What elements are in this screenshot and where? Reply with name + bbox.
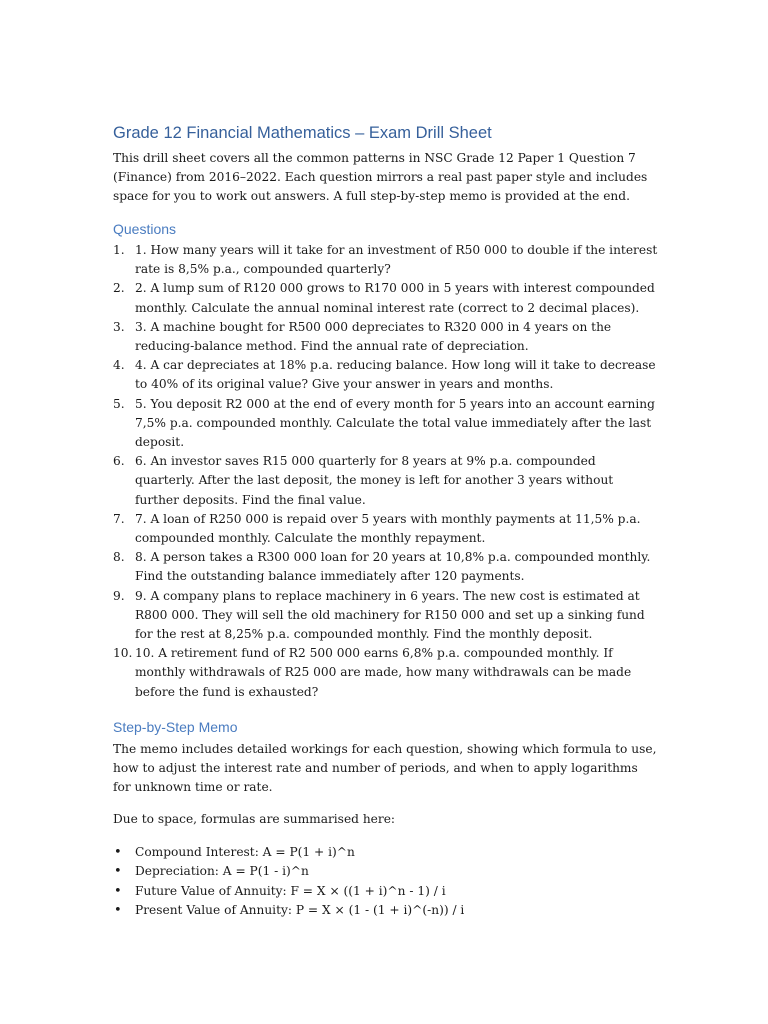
question-text: 8. A person takes a R300 000 loan for 20 years at 10,8% p.a. compounded monthly. Find the outstanding balance immediately after 120 payments. <box>135 550 651 584</box>
question-number: 1. <box>113 243 125 257</box>
bullet-icon: • <box>114 844 122 860</box>
question-text: 9. A company plans to replace machinery in 6 years. The new cost is estimated at R800 000. They will sell the old machinery for R150 000 and set up a sinking fund for the rest at 8,25% p.a. compounded monthly. Find the monthly deposit. <box>135 588 645 642</box>
question-item <box>113 279 658 317</box>
question-number: 6. <box>113 454 125 469</box>
question-item <box>113 452 658 510</box>
formula-text: Compound Interest: A = P(1 + i)^n <box>135 844 355 859</box>
formula-item <box>113 901 658 920</box>
question-number: 3. <box>113 319 125 334</box>
intro-paragraph: This drill sheet covers all the common patterns in NSC Grade 12 Paper 1 Question 7 (Finance) from 2016–2022. Each question mirrors a real past paper style and includes space for you to work out answers. A full step-by-step memo is provided at the end. <box>113 151 648 203</box>
formula-item <box>113 843 658 862</box>
question-item <box>113 318 658 356</box>
formula-item <box>113 862 658 881</box>
bullet-icon: • <box>114 903 122 919</box>
question-text: 5. You deposit R2 000 at the end of every month for 5 years into an account earning 7,5% p.a. compounded monthly. Calculate the total value immediately after the last deposit. <box>135 396 655 450</box>
question-item <box>113 241 658 279</box>
question-text: 1. How many years will it take for an investment of R50 000 to double if the interest rate is 8,5% p.a., compounded quarterly? <box>135 243 658 277</box>
question-text: 10. A retirement fund of R2 500 000 earns 6,8% p.a. compounded monthly. If monthly withdrawals of R25 000 are made, how many withdrawals can be made before the fund is exhausted? <box>135 646 632 699</box>
question-number: 7. <box>113 511 125 526</box>
memo-intro-paragraph: The memo includes detailed workings for each question, showing which formula to use, how to adjust the interest rate and number of periods, and when to apply logarithms for unknown time or rate. <box>113 741 657 794</box>
formula-item <box>113 882 658 901</box>
questions-list <box>113 241 658 702</box>
question-item <box>113 395 658 453</box>
formulas-list <box>113 843 658 921</box>
question-item <box>113 548 658 586</box>
question-item <box>113 356 658 394</box>
question-number: 2. <box>113 281 125 296</box>
question-text: 2. A lump sum of R120 000 grows to R170 000 in 5 years with interest compounded monthly. Calculate the annual nominal interest rate (correct to 2 decimal places). <box>135 281 655 315</box>
question-text: 3. A machine bought for R500 000 depreciates to R320 000 in 4 years on the reducing-balance method. Find the annual rate of depreciation. <box>135 319 612 354</box>
question-text: 4. A car depreciates at 18% p.a. reducing balance. How long will it take to decrease to 40% of its original value? Give your answer in years and months. <box>135 358 656 392</box>
question-item <box>113 510 658 548</box>
memo-note-paragraph: Due to space, formulas are summarised here: <box>113 811 396 826</box>
question-text: 6. An investor saves R15 000 quarterly for 8 years at 9% p.a. compounded quarterly. After the last deposit, the money is left for another 3 years without further deposits. Find the final value. <box>135 454 614 507</box>
document-page <box>113 124 658 921</box>
formula-text: Depreciation: A = P(1 - i)^n <box>135 864 309 879</box>
question-number: 10. <box>113 646 133 661</box>
bullet-icon: • <box>114 864 122 880</box>
memo-heading: Step-by-Step Memo <box>113 718 238 735</box>
question-item <box>113 644 658 702</box>
question-text: 7. A loan of R250 000 is repaid over 5 years with monthly payments at 11,5% p.a. compounded monthly. Calculate the monthly repayment. <box>135 511 641 546</box>
formula-text: Future Value of Annuity: F = X × ((1 + i)^n - 1) / i <box>135 883 446 898</box>
formula-text: Present Value of Annuity: P = X × (1 - (1 + i)^(-n)) / i <box>135 903 465 918</box>
question-number: 4. <box>113 358 125 373</box>
page-title: Grade 12 Financial Mathematics – Exam Drill Sheet <box>113 124 492 142</box>
question-item <box>113 587 658 645</box>
question-number: 9. <box>113 588 125 603</box>
question-number: 5. <box>113 396 125 411</box>
question-number: 8. <box>113 550 125 565</box>
bullet-icon: • <box>114 883 122 899</box>
questions-heading: Questions <box>113 221 177 237</box>
